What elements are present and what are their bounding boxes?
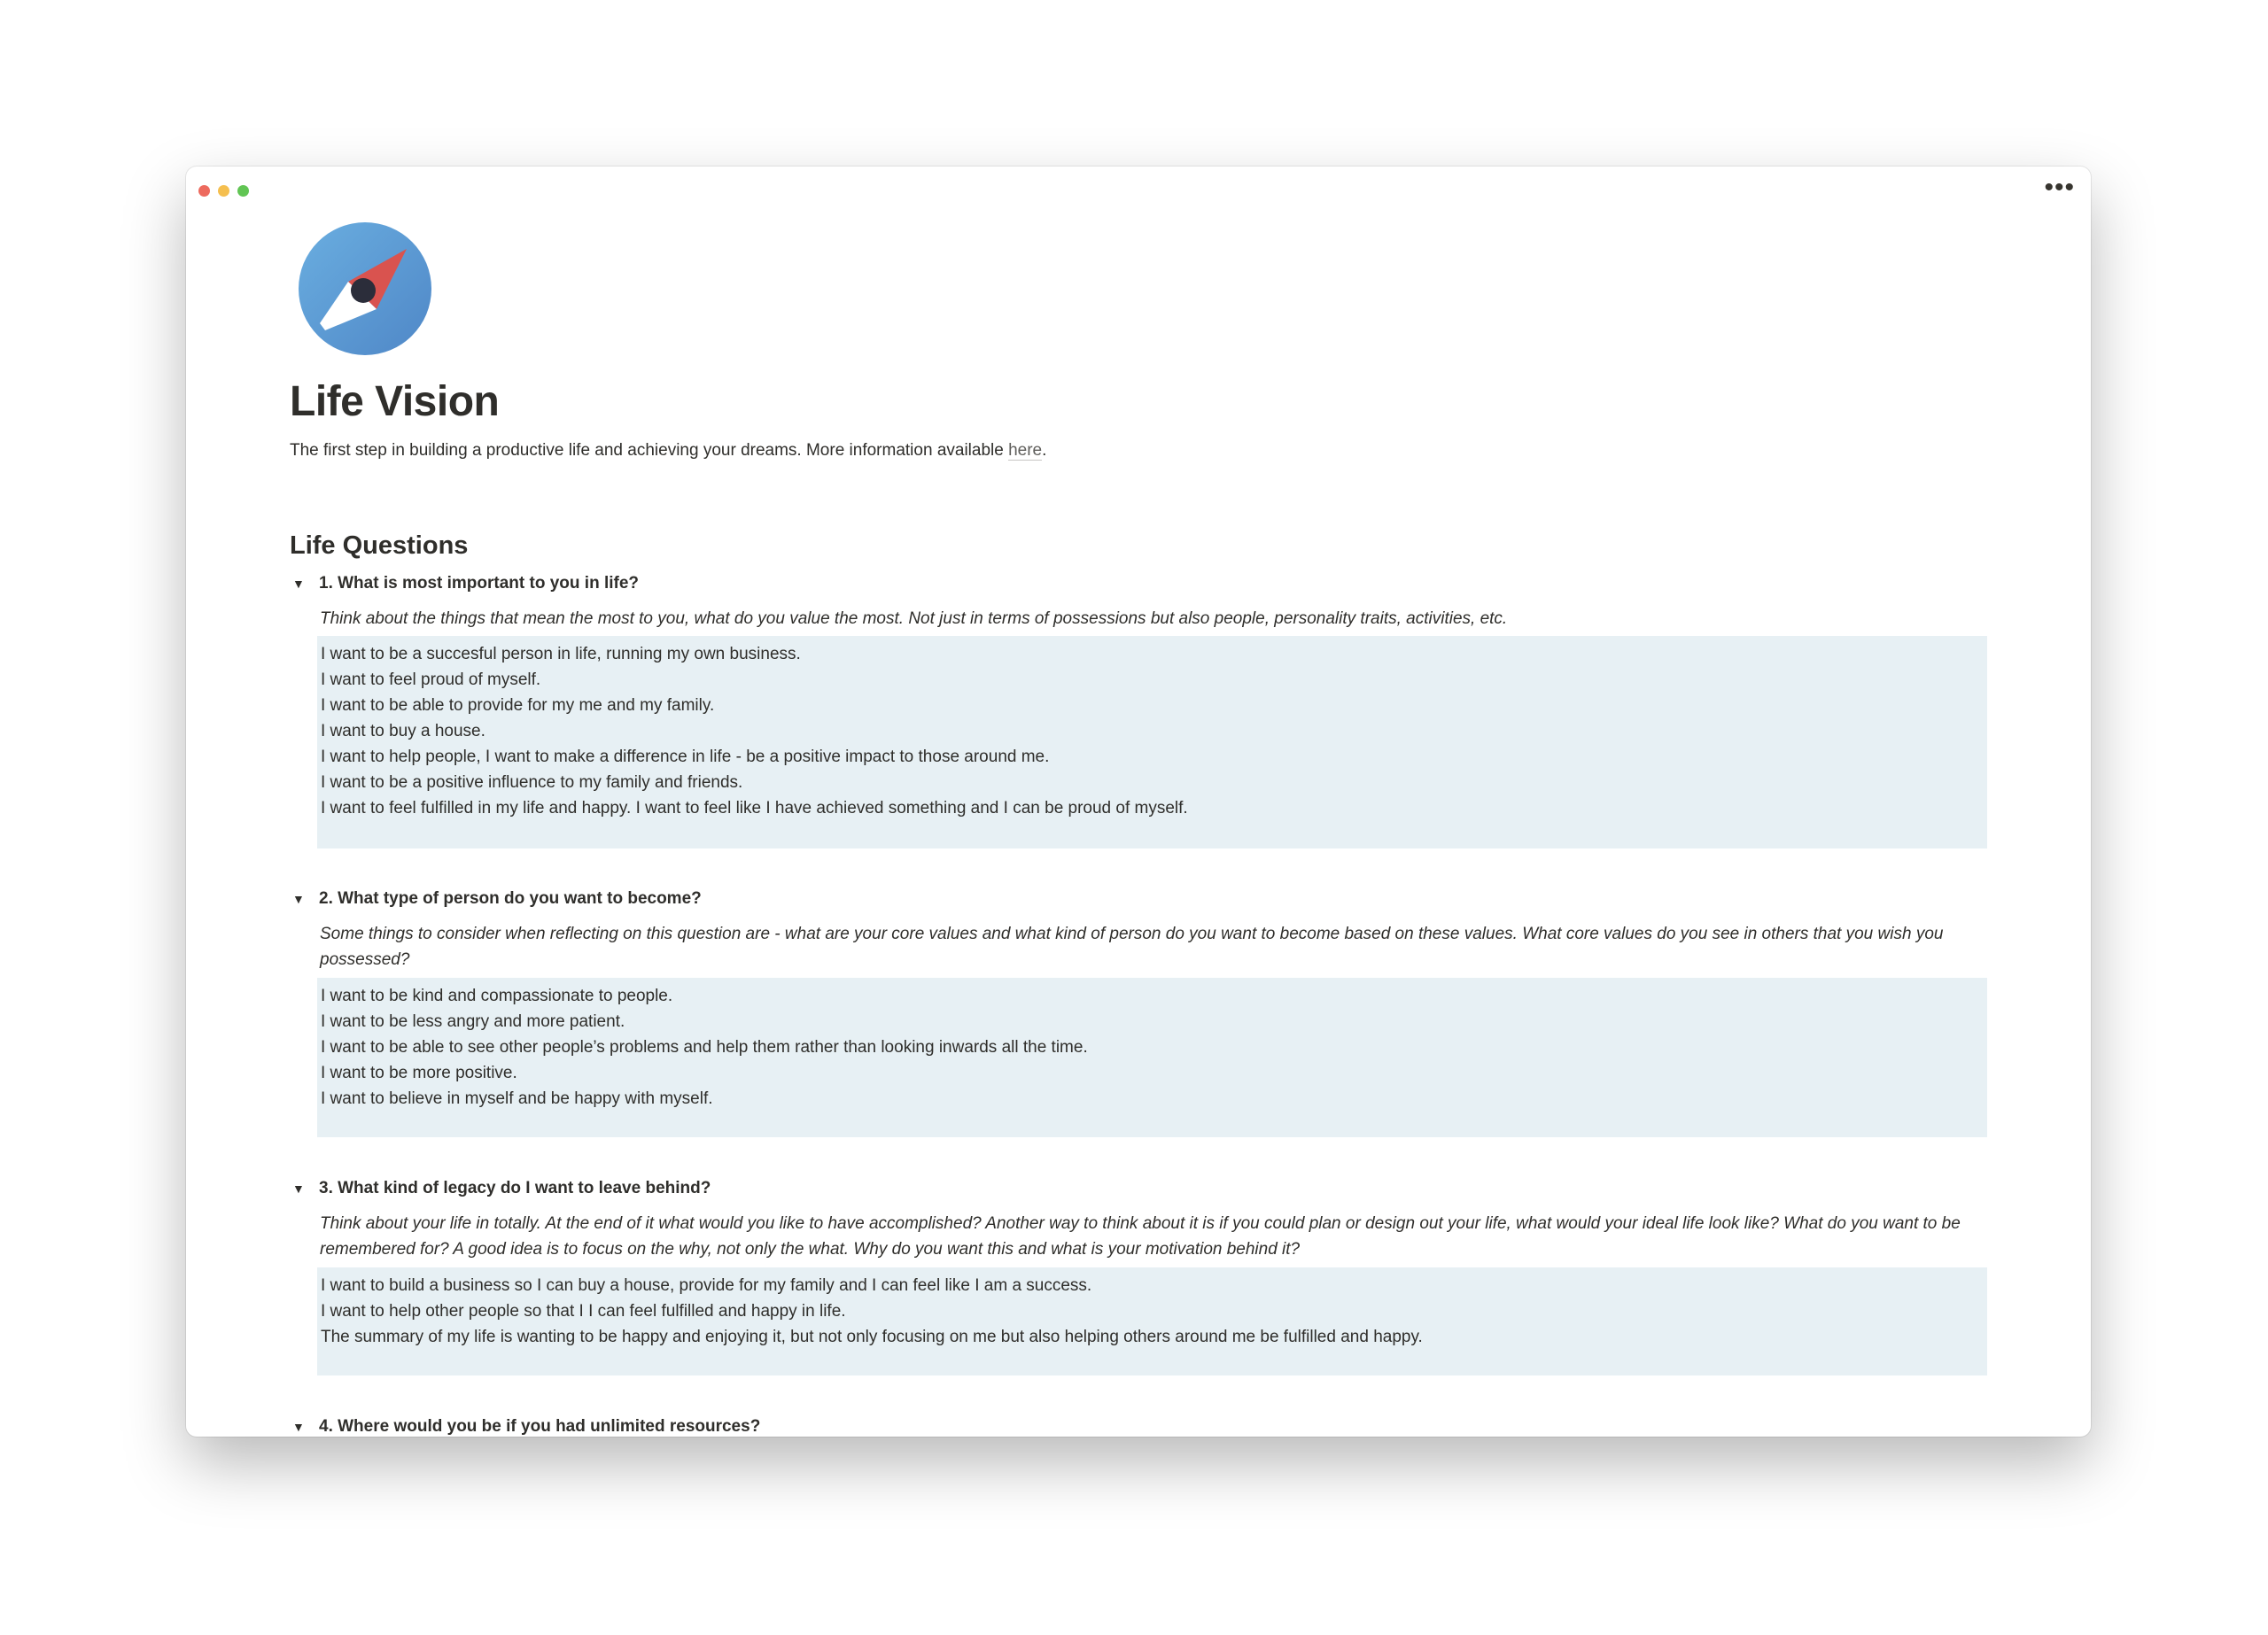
triangle-down-icon[interactable]: ▼ (292, 1420, 305, 1434)
close-window-button[interactable] (198, 185, 210, 197)
answer-callout[interactable] (317, 636, 1987, 848)
toggle-question-1[interactable] (292, 574, 639, 593)
question-hint: Think about your life in totally. At the end of it what would you like to have accomplished? Another way to think about it is if you could plan or design out your life, what would your ideal life look like? What do you want to be remembered for? A good idea is to focus on the why, not only the what. Why do you want this and what is your motivation behind it? (320, 1214, 1961, 1259)
minimize-window-button[interactable] (218, 185, 229, 197)
answer-line: I want to be able to see other people’s problems and help them rather than looking inwards all the time. (321, 1038, 1088, 1057)
section-heading: Life Questions (290, 531, 469, 560)
toggle-question-4[interactable] (292, 1417, 760, 1437)
subtitle-text: The first step in building a productive life and achieving your dreams. More information available (290, 441, 1009, 460)
answer-line: I want to buy a house. (321, 722, 485, 740)
answer-line: I want to help people, I want to make a difference in life - be a positive impact to those around me. (321, 748, 1050, 766)
window-controls (198, 185, 249, 197)
question-title: 2. What type of person do you want to become? (319, 889, 702, 908)
question-title: 1. What is most important to you in life? (319, 574, 640, 593)
answer-line: I want to believe in myself and be happy with myself. (321, 1089, 713, 1108)
maximize-window-button[interactable] (237, 185, 249, 197)
page-subtitle (290, 441, 1046, 461)
answer-line: I want to be more positive. (321, 1064, 517, 1082)
answer-line: I want to help other people so that I I can feel fulfilled and happy in life. (321, 1302, 846, 1321)
answer-line: The summary of my life is wanting to be happy and enjoying it, but not only focusing on me but also helping others around me be fulfilled and happy. (321, 1328, 1423, 1346)
toggle-question-2[interactable] (292, 889, 702, 909)
more-info-link[interactable]: here (1008, 441, 1043, 460)
toggle-question-3[interactable] (292, 1179, 711, 1198)
triangle-down-icon[interactable]: ▼ (292, 892, 305, 906)
answer-callout[interactable] (317, 1267, 1987, 1375)
answer-line: I want to be less angry and more patient. (321, 1012, 625, 1031)
answer-line: I want to feel proud of myself. (321, 670, 541, 689)
page-title: Life Vision (290, 378, 500, 425)
answer-line: I want to be a succesful person in life, running my own business. (321, 645, 801, 663)
answer-line: I want to be a positive influence to my family and friends. (321, 773, 743, 792)
triangle-down-icon[interactable]: ▼ (292, 1182, 305, 1196)
compass-icon[interactable] (299, 222, 431, 355)
answer-line: I want to be kind and compassionate to people. (321, 987, 673, 1005)
answer-callout[interactable] (317, 978, 1987, 1137)
question-title: 4. Where would you be if you had unlimited resources? (319, 1417, 761, 1436)
triangle-down-icon[interactable]: ▼ (292, 577, 305, 591)
answer-line: I want to feel fulfilled in my life and happy. I want to feel like I have achieved something and I can be proud of myself. (321, 799, 1188, 818)
answer-line: I want to build a business so I can buy a house, provide for my family and I can feel like I am a success. (321, 1276, 1092, 1295)
question-hint: Think about the things that mean the most to you, what do you value the most. Not just in terms of possessions but also people, personality traits, activities, etc. (320, 609, 1508, 628)
question-title: 3. What kind of legacy do I want to leave behind? (319, 1179, 711, 1197)
more-options-icon[interactable]: ••• (2044, 173, 2075, 202)
answer-line: I want to be able to provide for my me and my family. (321, 696, 715, 715)
subtitle-end: . (1042, 441, 1047, 460)
question-hint: Some things to consider when reflecting on this question are - what are your core values and what kind of person do you want to become based on these values. What core values do you see in others that you wish you possessed? (320, 925, 1944, 969)
app-window (186, 167, 2091, 1437)
